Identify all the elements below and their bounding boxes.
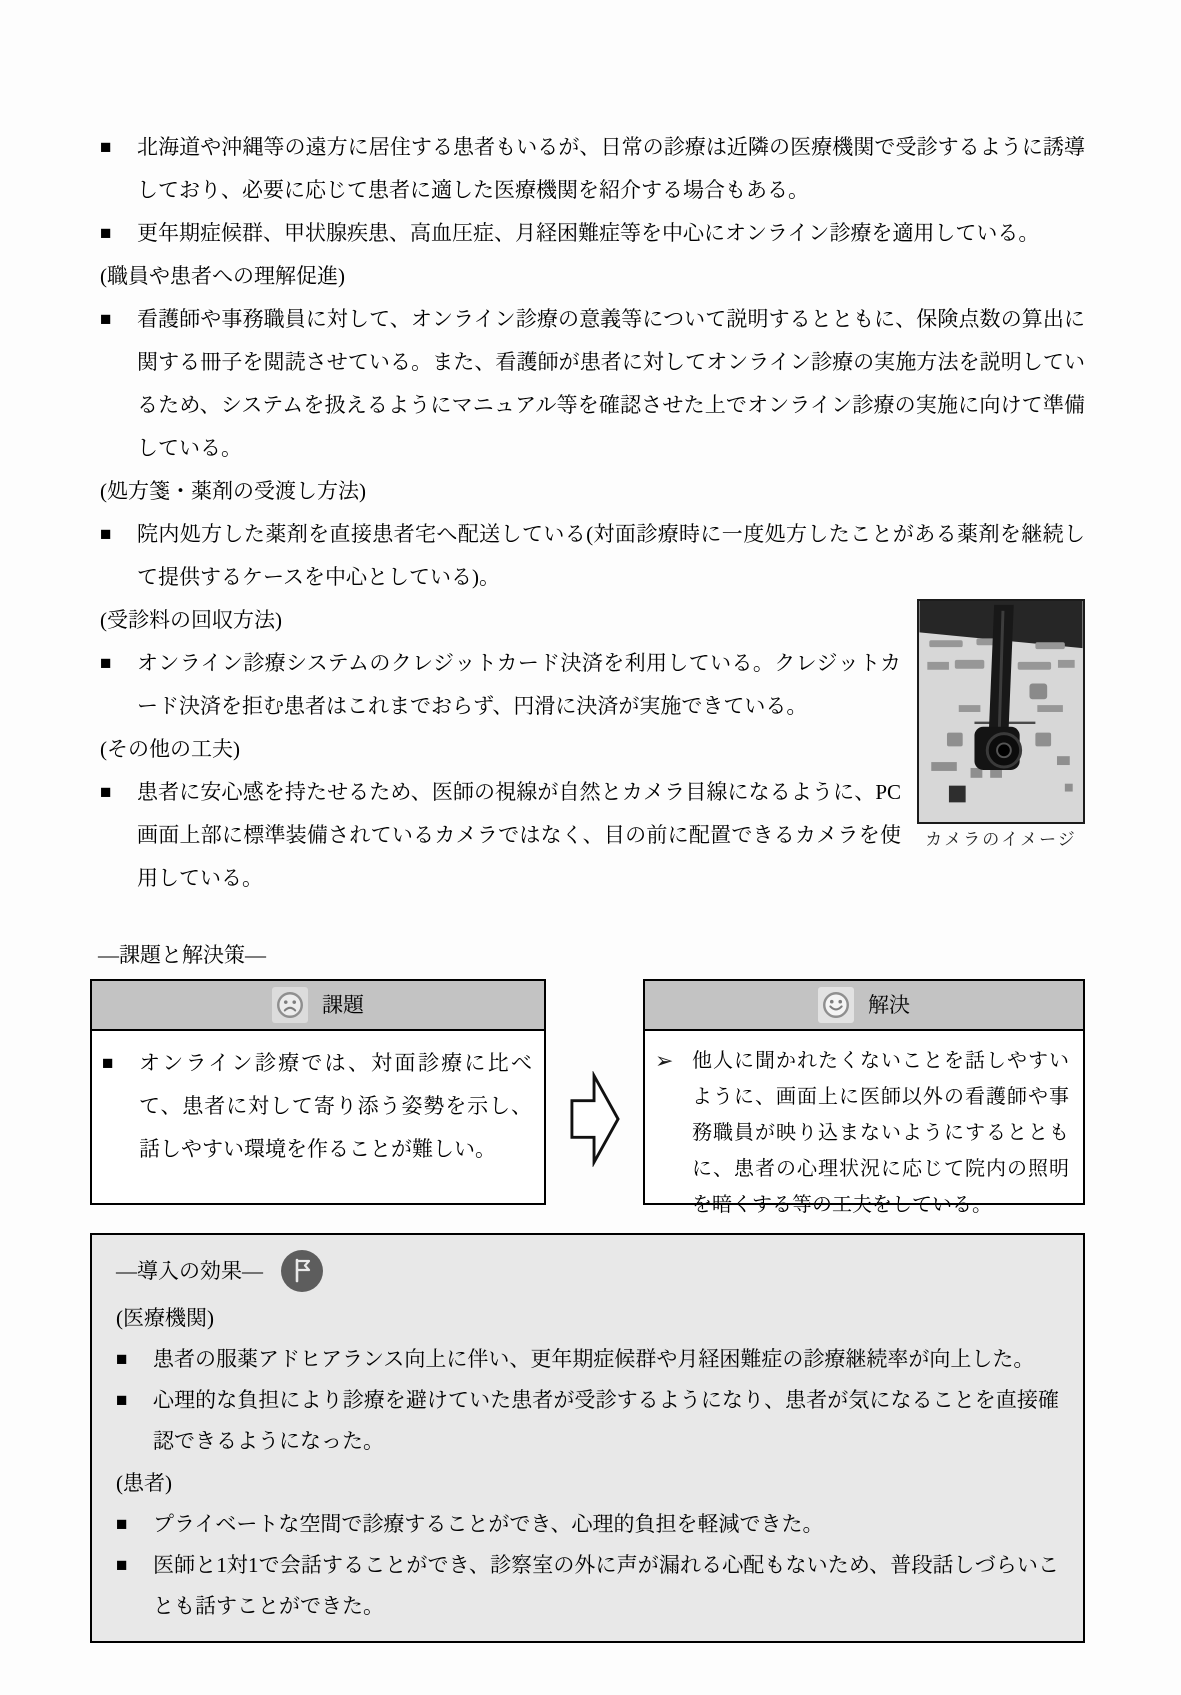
bullet-text: 医師と1対1で会話することができ、診察室の外に声が漏れる心配もないため、普段話しづらいことも話すことができた。	[153, 1553, 1059, 1618]
section-heading: (受診料の回収方法)	[100, 608, 282, 632]
bullet-item	[100, 771, 901, 900]
square-bullet-icon: ■	[100, 524, 112, 545]
camera-photo	[917, 599, 1085, 824]
challenge-box-body	[92, 1031, 544, 1179]
square-bullet-icon: ■	[116, 1555, 128, 1576]
bullet-item	[102, 1042, 532, 1171]
square-bullet-icon: ■	[116, 1514, 128, 1535]
solution-box	[643, 979, 1085, 1216]
block-arrow-right-icon	[570, 1071, 620, 1167]
bullet-text: 患者の服薬アドヒアランス向上に伴い、更年期症候群や月経困難症の診療継続率が向上した。	[153, 1347, 1035, 1371]
bullet-item	[100, 298, 1085, 470]
bullet-text: 北海道や沖縄等の遠方に居住する患者もいるが、日常の診療は近隣の医療機関で受診するように誘導しており、必要に応じて患者に適した医療機関を紹介する場合もある。	[137, 135, 1085, 202]
arrowhead-bullet-icon: ➢	[655, 1048, 674, 1073]
effects-box	[90, 1233, 1085, 1643]
bullet-item	[100, 126, 1085, 212]
bullet-text: 院内処方した薬剤を直接患者宅へ配送している(対面診療時に一度処方したことがある薬剤を継続して提供するケースを中心としている)。	[137, 522, 1085, 589]
bullet-text: 看護師や事務職員に対して、オンライン診療の意義等について説明するとともに、保険点数の算出に関する冊子を閲読させている。また、看護師が患者に対してオンライン診療の実施方法を説明しているため、システムを扱えるようにマニュアル等を確認させた上でオンライン診療の実施に向けて準備している。	[137, 307, 1085, 460]
bullet-text: プライベートな空間で診療することができ、心理的負担を軽減できた。	[153, 1512, 824, 1536]
bullet-text: 患者に安心感を持たせるため、医師の視線が自然とカメラ目線になるように、PC画面上部に標準装備されているカメラではなく、目の前に配置できるカメラを使用している。	[137, 780, 901, 890]
bullet-item	[116, 1339, 1059, 1380]
solution-box-header	[645, 981, 1083, 1031]
challenge-box	[90, 979, 546, 1205]
square-bullet-icon: ■	[100, 223, 112, 244]
bullet-text: 心理的な負担により診療を避けていた患者が受診するようになり、患者が気になることを直接確認できるようになった。	[153, 1388, 1059, 1453]
square-bullet-icon: ■	[100, 782, 112, 803]
effects-group-label: (医療機関)	[116, 1306, 214, 1330]
challenge-solution-row	[90, 979, 1085, 1216]
arrow-bullet-item	[655, 1043, 1069, 1223]
bullet-item	[100, 642, 901, 728]
challenge-text: オンライン診療では、対面診療に比べて、患者に対して寄り添う姿勢を示し、話しやすい環境を作ることが難しい。	[139, 1051, 532, 1161]
camera-figure	[917, 599, 1085, 851]
solution-box-body	[645, 1031, 1083, 1231]
square-bullet-icon: ■	[116, 1349, 128, 1370]
bullet-item	[116, 1545, 1059, 1627]
effects-title-row	[116, 1245, 1059, 1297]
section-heading: (職員や患者への理解促進)	[100, 264, 345, 288]
bullet-text: 更年期症候群、甲状腺疾患、高血圧症、月経困難症等を中心にオンライン診療を適用している。	[137, 221, 1040, 245]
square-bullet-icon: ■	[100, 653, 112, 674]
challenge-title: 課題	[322, 992, 364, 1017]
bullet-item	[100, 513, 1085, 599]
smiley-face-icon	[818, 987, 854, 1023]
square-bullet-icon: ■	[102, 1053, 114, 1074]
bullet-item	[116, 1504, 1059, 1545]
bullet-item	[100, 212, 1085, 255]
solution-title: 解決	[868, 992, 910, 1017]
bullet-item	[116, 1380, 1059, 1462]
square-bullet-icon: ■	[100, 309, 112, 330]
challenge-box-header	[92, 981, 544, 1031]
section-heading: (処方箋・薬剤の受渡し方法)	[100, 479, 366, 503]
camera-figure-caption: カメラのイメージ	[925, 830, 1077, 849]
sad-face-icon	[272, 987, 308, 1023]
effects-heading: ―導入の効果―	[116, 1258, 263, 1283]
flag-icon	[279, 1248, 325, 1294]
bullet-text: オンライン診療システムのクレジットカード決済を利用している。クレジットカード決済を拒む患者はこれまでおらず、円滑に決済が実施できている。	[137, 651, 901, 718]
arrow-cell	[546, 979, 643, 1205]
solution-text: 他人に聞かれたくないことを話しやすいように、画面上に医師以外の看護師や事務職員が映り込まないようにするとともに、患者の心理状況に応じて院内の照明を暗くする等の工夫をしている。	[692, 1050, 1069, 1216]
square-bullet-icon: ■	[116, 1390, 128, 1411]
effects-group-label: (患者)	[116, 1471, 172, 1495]
challenge-solution-heading: ―課題と解決策―	[98, 943, 266, 967]
document-content	[100, 126, 1085, 1643]
section-heading: (その他の工夫)	[100, 737, 240, 761]
square-bullet-icon: ■	[100, 137, 112, 158]
